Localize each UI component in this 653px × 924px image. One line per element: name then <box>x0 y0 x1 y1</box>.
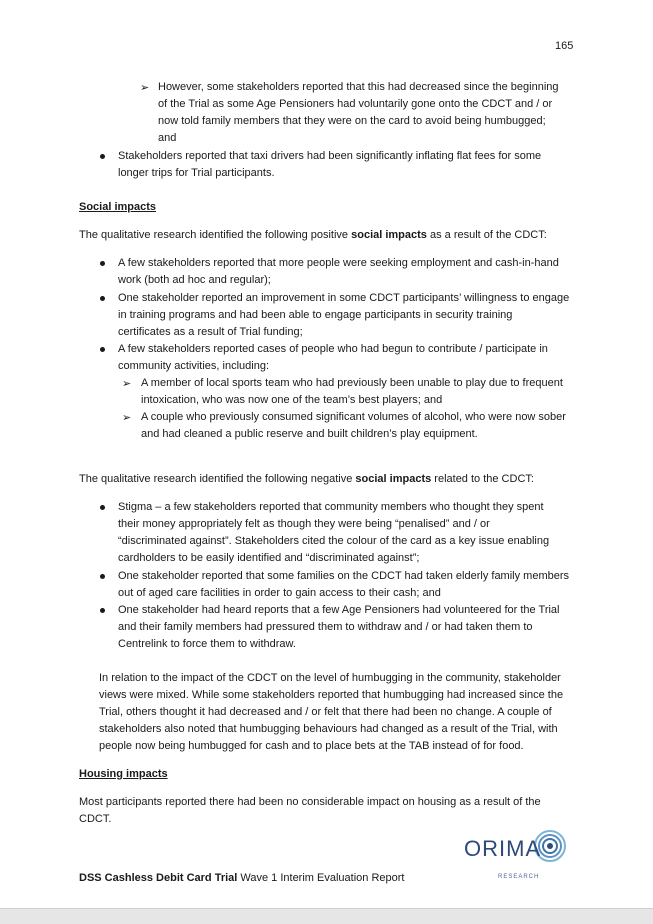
negative-intro <box>79 471 534 488</box>
positive-sub-2-line-2: and had cleaned a public reserve and built children’s play equipment. <box>141 428 478 440</box>
negative-bullet-1-line-4: cardholders to be easily identified and “discriminated against”; <box>118 552 420 564</box>
arrow-bullet-icon: ➢ <box>140 81 150 94</box>
housing-para-line-2: CDCT. <box>79 813 112 825</box>
positive-bullet-3-line-1: A few stakeholders reported cases of people who had begun to contribute / participate in <box>118 343 548 355</box>
report-footer <box>79 870 404 887</box>
positive-bullet-1-line-2: work (both ad hoc and regular); <box>118 274 271 286</box>
positive-bullet-3-line-2: community activities, including: <box>118 360 270 372</box>
intro-sub-bullet-line-2: of the Trial as some Age Pensioners had voluntarily gone onto the CDCT and / or <box>158 98 553 110</box>
page-number: 165 <box>555 40 574 52</box>
positive-intro <box>79 227 547 244</box>
humbug-para-line-5: people now being humbugged for cash and to place bets at the TAB instead of for food. <box>99 740 524 752</box>
arrow-bullet-icon: ➢ <box>122 411 132 424</box>
negative-bullet-1-line-3: “discriminated against”. Stakeholders cited the colour of the card as a key issue enabling <box>118 535 550 547</box>
intro-sub-bullet-line-4: and <box>158 132 177 144</box>
intro-sub-bullet-line-3: now told family members that they were on the card to avoid being humbugged; <box>158 115 546 127</box>
bullet-dot-icon <box>100 296 105 301</box>
negative-intro-text: The qualitative research identified the following negative <box>79 473 356 485</box>
humbug-para-line-1: In relation to the impact of the CDCT on the level of humbugging in the community, stakeholder <box>99 672 561 684</box>
positive-bullet-2-line-3: certificates as a result of Trial funding; <box>118 326 303 338</box>
negative-bullet-2-line-2: out of aged care facilities in order to gain access to their cash; and <box>118 587 441 599</box>
negative-bullet-1-line-1: Stigma – a few stakeholders reported that community members who thought they spent <box>118 501 544 513</box>
positive-bullet-2-line-1: One stakeholder reported an improvement in some CDCT participants’ willingness to engage <box>118 292 570 304</box>
humbug-para-line-3: Trial, others thought it had decreased and / or felt that there had been no change. A couple of <box>99 706 552 718</box>
positive-intro-tail: as a result of the CDCT: <box>426 229 547 241</box>
bullet-dot-icon <box>100 505 105 510</box>
arrow-bullet-icon: ➢ <box>122 377 132 390</box>
footer-rest: Wave 1 Interim Evaluation Report <box>237 872 405 884</box>
bullet-dot-icon <box>100 347 105 352</box>
humbug-para-line-2: views were mixed. While some stakeholders reported that humbugging had increased since the <box>99 689 564 701</box>
housing-para-line-1: Most participants reported there had been no considerable impact on housing as a result of the <box>79 796 541 808</box>
positive-sub-1-line-2: intoxication, who was now one of the team’s best players; and <box>141 394 443 406</box>
bullet-dot-icon <box>100 608 105 613</box>
positive-intro-bold: social impacts <box>351 229 427 241</box>
negative-bullet-3-line-2: and their family members had pressured them to withdraw and / or had taken them to <box>118 621 533 633</box>
intro-sub-bullet-line-1: However, some stakeholders reported that this had decreased since the beginning <box>158 81 559 93</box>
negative-intro-bold: social impacts <box>355 473 432 485</box>
bullet-dot-icon <box>100 154 105 159</box>
intro-bullet-line-1: Stakeholders reported that taxi drivers had been significantly inflating flat fees for some <box>118 150 542 162</box>
intro-bullet-line-2: longer trips for Trial participants. <box>118 167 275 179</box>
negative-bullet-3-line-3: Centrelink to force them to withdraw. <box>118 638 296 650</box>
social-impacts-heading: Social impacts <box>79 201 157 213</box>
positive-sub-2-line-1: A couple who previously consumed significant volumes of alcohol, who were now sober <box>141 411 566 423</box>
positive-bullet-1-line-1: A few stakeholders reported that more people were seeking employment and cash-in-hand <box>118 257 559 269</box>
humbug-para-line-4: stakeholders also noted that humbugging behaviours had changed as a result of the Trial, with <box>99 723 558 735</box>
positive-sub-1-line-1: A member of local sports team who had previously been unable to play due to frequent <box>141 377 563 389</box>
positive-intro-text: The qualitative research identified the following positive <box>79 229 352 241</box>
logo-wordmark: ORIMA <box>464 836 542 861</box>
footer-bold-title: DSS Cashless Debit Card Trial <box>79 872 238 884</box>
bullet-dot-icon <box>100 574 105 579</box>
negative-bullet-1-line-2: their money appropriately felt as though they were being “penalised” and / or <box>118 518 490 530</box>
negative-bullet-2-line-1: One stakeholder reported that some families on the CDCT had taken elderly family members <box>118 570 570 582</box>
orima-research-logo <box>464 828 574 880</box>
housing-impacts-heading: Housing impacts <box>79 768 168 780</box>
logo-subtitle: RESEARCH <box>498 874 540 880</box>
negative-intro-tail: related to the CDCT: <box>431 473 534 485</box>
negative-bullet-3-line-1: One stakeholder had heard reports that a few Age Pensioners had volunteered for the Trial <box>118 604 560 616</box>
bullet-dot-icon <box>100 261 105 266</box>
page-bottom-edge <box>0 908 653 924</box>
positive-bullet-2-line-2: in training programs and had been able to engage participants in security training <box>118 309 513 321</box>
